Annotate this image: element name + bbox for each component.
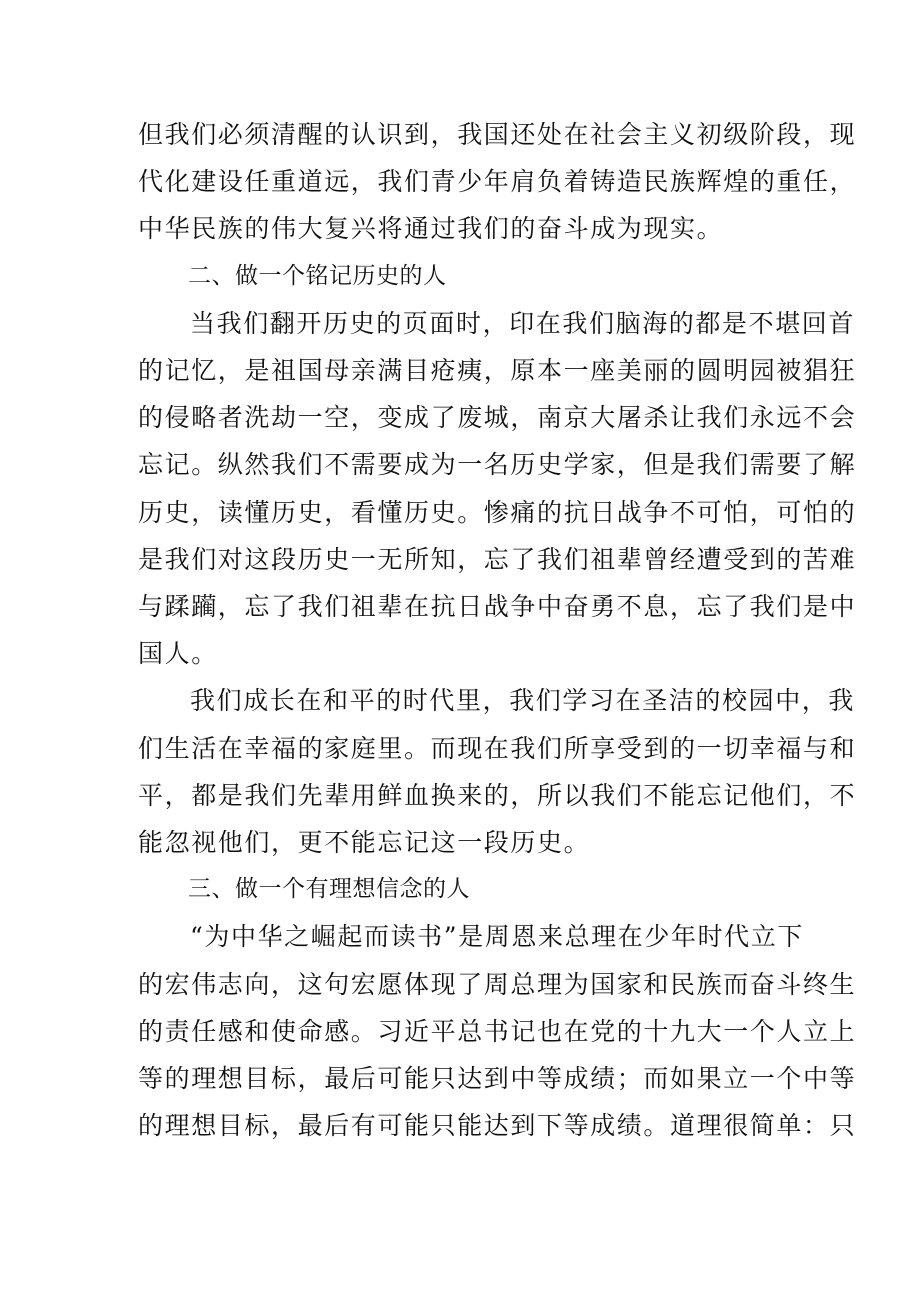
text-line: 的理想目标，最后有可能只能达到下等成绩。道理很简单：只 bbox=[138, 1111, 857, 1141]
text-line: 与蹂躏，忘了我们祖辈在抗日战争中奋勇不息，忘了我们是中 bbox=[138, 592, 857, 622]
text-line: 忘记。纵然我们不需要成为一名历史学家，但是我们需要了解 bbox=[138, 450, 857, 480]
document-body bbox=[138, 111, 857, 1149]
paragraph-history bbox=[138, 300, 857, 678]
text-line: 历史，读懂历史，看懂历史。惨痛的抗日战争不可怕，可怕的 bbox=[138, 497, 857, 527]
text-line: 的侵略者洗劫一空，变成了废城，南京大屠杀让我们永远不会 bbox=[138, 403, 857, 433]
text-line: “为中华之崛起而读书”是周恩来总理在少年时代立下 bbox=[190, 922, 804, 952]
paragraph-peace bbox=[138, 677, 857, 866]
text-line: 的宏伟志向，这句宏愿体现了周总理为国家和民族而奋斗终生 bbox=[138, 969, 857, 999]
text-line: 能忽视他们，更不能忘记这一段历史。 bbox=[138, 828, 591, 858]
text-line: 的责任感和使命感。习近平总书记也在党的十九大一个人立上 bbox=[138, 1016, 857, 1046]
paragraph-ideals bbox=[138, 913, 857, 1149]
text-line: 代化建设任重道远，我们青少年肩负着铸造民族辉煌的重任， bbox=[138, 167, 857, 197]
text-line: 的记忆，是祖国母亲满目疮痍，原本一座美丽的圆明园被猖狂 bbox=[138, 356, 857, 386]
text-line: 当我们翻开历史的页面时，印在我们脑海的都是不堪回首 bbox=[190, 308, 856, 338]
text-line: 国人。 bbox=[138, 639, 218, 669]
paragraph-continuation bbox=[138, 111, 857, 253]
text-line: 中华民族的伟大复兴将通过我们的奋斗成为现实。 bbox=[138, 214, 724, 244]
text-line: 平，都是我们先辈用鲜血换来的，所以我们不能忘记他们，不 bbox=[138, 780, 857, 810]
section-heading-ideals: 三、做一个有理想信念的人 bbox=[188, 876, 470, 903]
section-heading-remember-history: 二、做一个铭记历史的人 bbox=[188, 262, 447, 289]
text-line: 我们成长在和平的时代里，我们学习在圣洁的校园中，我 bbox=[190, 686, 856, 716]
text-line: 是我们对这段历史一无所知，忘了我们祖辈曾经遭受到的苦难 bbox=[138, 544, 857, 574]
text-line: 等的理想目标，最后可能只达到中等成绩；而如果立一个中等 bbox=[138, 1064, 857, 1094]
text-line: 们生活在幸福的家庭里。而现在我们所享受到的一切幸福与和 bbox=[138, 733, 857, 763]
text-line: 但我们必须清醒的认识到，我国还处在社会主义初级阶段，现 bbox=[138, 120, 857, 149]
